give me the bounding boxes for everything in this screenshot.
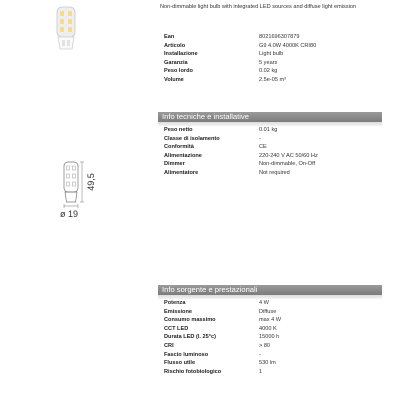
spec-row [160,50,382,59]
spec-value: 15000 h [259,334,280,341]
spec-row [160,143,382,152]
spec-key: Alimentatore [164,169,199,176]
spec-key: Fascio luminoso [164,351,209,358]
spec-value: Not required [259,169,290,176]
spec-row [160,152,382,161]
spec-value: G9 4.0W 4000K CRI80 [259,42,317,49]
spec-key: Emissione [164,308,192,315]
spec-key: CRI [164,342,174,349]
spec-row [160,299,382,308]
spec-row [160,160,382,169]
spec-key: Alimentazione [164,152,202,159]
performance-spec-table [160,299,382,376]
section-header-performance: Info sorgente e prestazionali [158,285,382,295]
spec-value: max 4 W [259,317,282,324]
spec-value: 4000 K [259,325,277,332]
spec-row [160,76,382,85]
dimension-drawing [58,160,106,220]
spec-row [160,169,382,178]
spec-row [160,126,382,135]
bulb-outline-icon [58,160,106,220]
spec-key: Peso lordo [164,68,193,75]
spec-value: 530 lm [259,360,276,367]
spec-key: Articolo [164,42,186,49]
spec-row [160,67,382,76]
spec-value: Light bulb [259,51,284,58]
spec-key: Ean [164,34,175,40]
spec-key: Conformità [164,144,194,151]
spec-value: Non-dimmable, On-Off [259,161,316,168]
spec-row [160,316,382,325]
bulb-icon [48,6,84,52]
spec-key: Potenza [164,300,186,306]
spec-key: Consumo massimo [164,317,216,324]
spec-row [160,135,382,144]
product-description: Non-dimmable light bulb with integrated LED sources and diffuse light emission [160,4,357,10]
spec-key: Installazione [164,51,198,58]
spec-key: Garanzia [164,59,188,66]
spec-value: 1 [259,368,263,375]
spec-row [160,325,382,334]
spec-key: CCT LED [164,325,189,332]
spec-row [160,42,382,51]
spec-row [160,59,382,68]
spec-value: Diffuse [259,308,277,315]
spec-row [160,308,382,317]
spec-value: - [259,135,261,142]
spec-value: 0.02 kg [259,68,278,75]
spec-value: CE [259,144,267,151]
diameter-dimension-label: ø 19 [60,209,79,219]
spec-value: 8021696307879 [259,34,300,40]
height-dimension-label: 49,5 [86,173,96,191]
spec-row [160,342,382,351]
spec-key: Peso netto [164,127,193,133]
spec-value: 5 years [259,59,278,66]
spec-row [160,359,382,368]
spec-value: 0.01 kg [259,127,278,133]
spec-value: 4 W [259,300,269,306]
spec-row [160,368,382,377]
spec-key: Classe di isolamento [164,135,220,142]
spec-row [160,33,382,42]
spec-row [160,333,382,342]
spec-row [160,351,382,360]
spec-value: 220-240 V AC 50/60 Hz [259,152,318,159]
spec-value: - [259,351,261,358]
spec-key: Durata LED (l. 25°c) [164,334,216,341]
spec-value: 2.5e-05 m³ [259,76,287,83]
spec-key: Dimmer [164,161,185,168]
spec-key: Rischio fotobiologico [164,368,222,375]
spec-key: Volume [164,76,184,83]
spec-key: Flusso utile [164,360,196,367]
product-image [48,6,84,52]
section-header-technical: Info tecniche e installative [158,112,382,122]
general-spec-table [160,33,382,85]
spec-value: > 80 [259,342,271,349]
technical-spec-table [160,126,382,178]
